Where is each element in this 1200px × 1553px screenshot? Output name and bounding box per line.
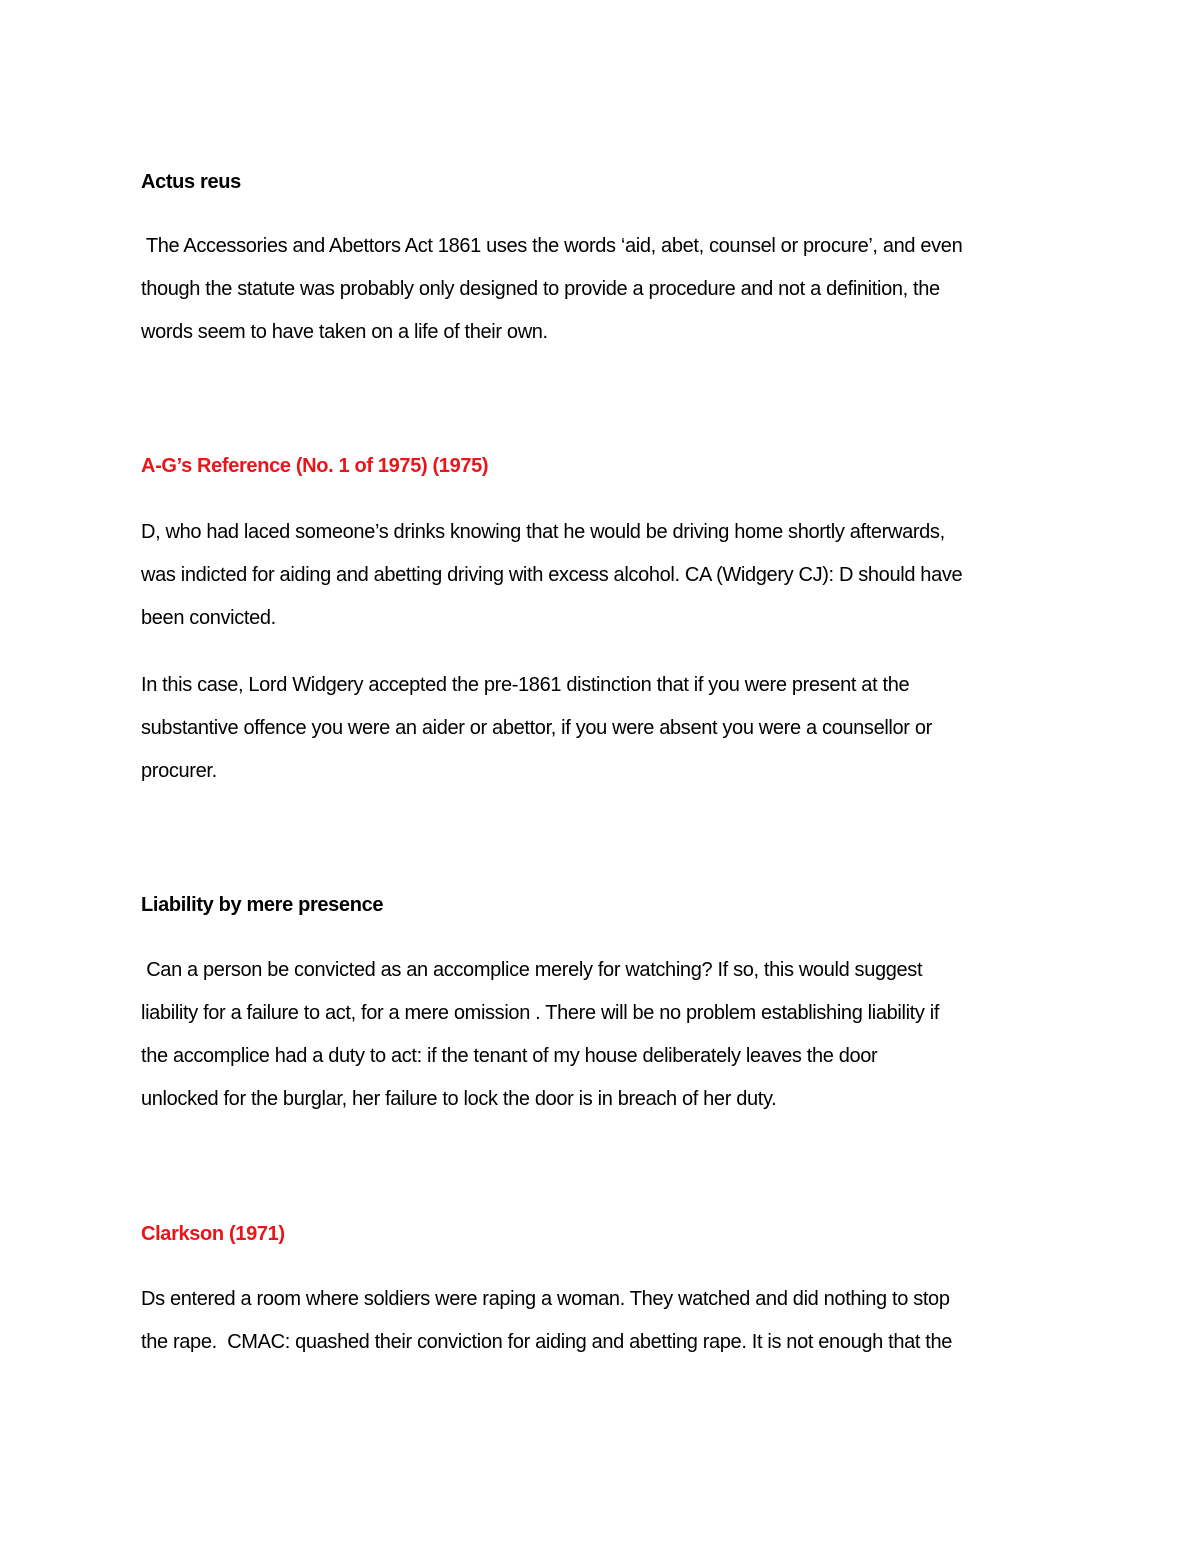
- paragraph-line: though the statute was probably only designed to provide a procedure and not a definition, the: [141, 278, 940, 300]
- section-heading-mere-presence: Liability by mere presence: [141, 894, 384, 916]
- paragraph-line: In this case, Lord Widgery accepted the pre-1861 distinction that if you were present at the: [141, 674, 910, 696]
- paragraph-line: procurer.: [141, 760, 217, 782]
- paragraph-actus-reus: [141, 225, 1071, 354]
- paragraph-line: D, who had laced someone’s drinks knowing that he would be driving home shortly afterwards,: [141, 521, 945, 543]
- paragraph-line: Can a person be convicted as an accomplice merely for watching? If so, this would suggest: [141, 959, 923, 981]
- paragraph-line: the accomplice had a duty to act: if the tenant of my house deliberately leaves the door: [141, 1045, 878, 1067]
- paragraph-line: liability for a failure to act, for a mere omission . There will be no problem establishing liability if: [141, 1002, 940, 1024]
- paragraph-line: was indicted for aiding and abetting driving with excess alcohol. CA (Widgery CJ): D should have: [141, 564, 963, 586]
- paragraph-line: Ds entered a room where soldiers were raping a woman. They watched and did nothing to stop: [141, 1288, 950, 1310]
- paragraph-line: unlocked for the burglar, her failure to lock the door is in breach of her duty.: [141, 1088, 777, 1110]
- case-heading-ag-reference: A-G’s Reference (No. 1 of 1975) (1975): [141, 455, 489, 477]
- paragraph-line: The Accessories and Abettors Act 1861 uses the words ‘aid, abet, counsel or procure’, and even: [141, 235, 963, 257]
- paragraph-ag-reference-facts: [141, 511, 1071, 640]
- paragraph-mere-presence: [141, 949, 1071, 1121]
- paragraph-line: substantive offence you were an aider or abettor, if you were absent you were a counsellor or: [141, 717, 932, 739]
- paragraph-line: the rape. CMAC: quashed their conviction for aiding and abetting rape. It is not enough that the: [141, 1331, 953, 1353]
- section-heading-actus-reus: Actus reus: [141, 171, 241, 193]
- paragraph-clarkson: [141, 1278, 1071, 1364]
- paragraph-ag-reference-analysis: [141, 664, 1071, 793]
- paragraph-line: been convicted.: [141, 607, 276, 629]
- paragraph-line: words seem to have taken on a life of their own.: [141, 321, 548, 343]
- case-heading-clarkson: Clarkson (1971): [141, 1223, 285, 1245]
